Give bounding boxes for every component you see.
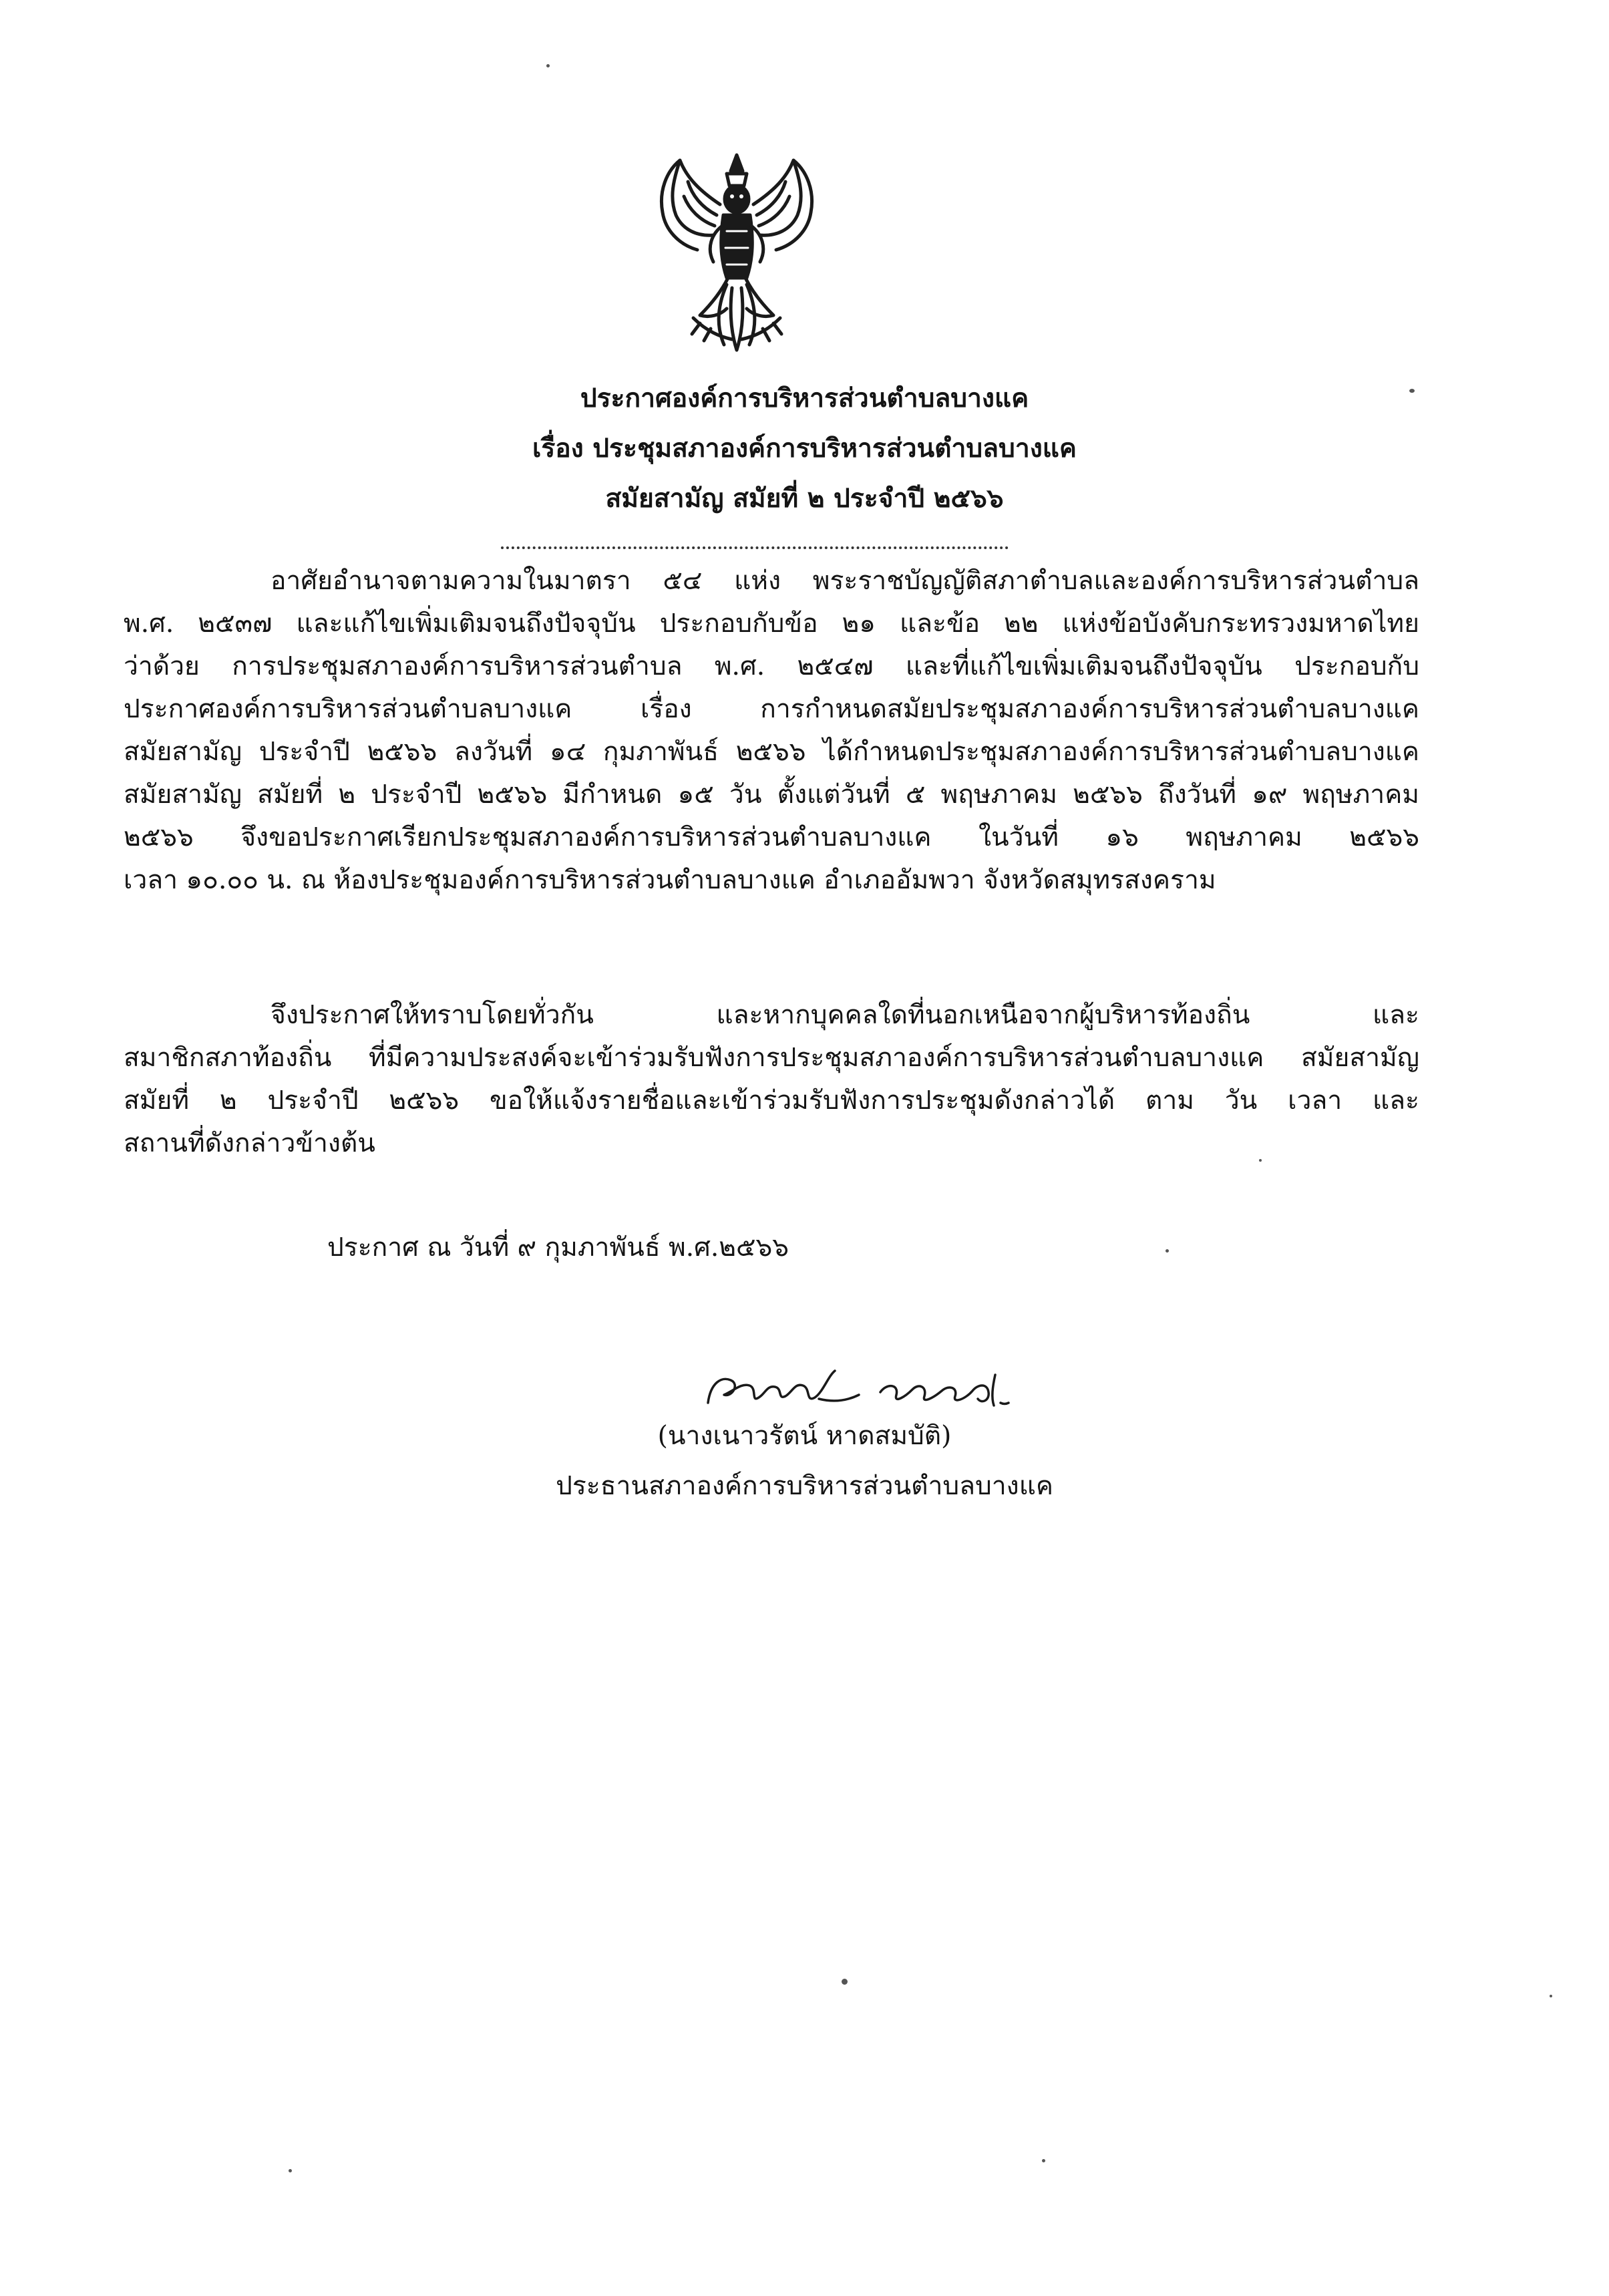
paragraph-1-line: ๒๕๖๖ จึงขอประกาศเรียกประชุมสภาองค์การบริหารส่วนตำบลบางแค ในวันที่ ๑๖ พฤษภาคม ๒๕๖๖ [124,822,1419,852]
signatory-position: ประธานสภาองค์การบริหารส่วนตำบลบางแค [556,1471,1053,1501]
paragraph-2-line: จึงประกาศให้ทราบโดยทั่วกัน และหากบุคคลใดที่นอกเหนือจากผู้บริหารท้องถิ่น และ [271,1000,1419,1030]
paragraph-1-line: พ.ศ. ๒๕๓๗ และแก้ไขเพิ่มเติมจนถึงปัจจุบัน ประกอบกับข้อ ๒๑ และข้อ ๒๒ แห่งข้อบังคับกระทรวงมหาดไทย [124,609,1419,639]
announcement-date: ประกาศ ณ วันที่ ๙ กุมภาพันธ์ พ.ศ.๒๕๖๖ [327,1233,789,1263]
signatory-name: (นางเนาวรัตน์ หาดสมบัติ) [657,1421,952,1451]
paragraph-1-line: อาศัยอำนาจตามความในมาตรา ๕๔ แห่ง พระราชบัญญัติสภาตำบลและองค์การบริหารส่วนตำบล [271,566,1419,596]
paragraph-1-line: เวลา ๑๐.๐๐ น. ณ ห้องประชุมองค์การบริหารส่วนตำบลบางแค อำเภออัมพวา จังหวัดสมุทรสงคราม [124,865,1216,895]
scan-speck [1409,389,1415,393]
announcement-subject: เรื่อง ประชุมสภาองค์การบริหารส่วนตำบลบางแค [532,433,1077,464]
paragraph-2-line: สมาชิกสภาท้องถิ่น ที่มีความประสงค์จะเข้าร่วมรับฟังการประชุมสภาองค์การบริหารส่วนตำบลบางแค สมัยสามัญ [124,1043,1419,1073]
announcement-session: สมัยสามัญ สมัยที่ ๒ ประจำปี ๒๕๖๖ [605,483,1004,514]
announcement-title: ประกาศองค์การบริหารส่วนตำบลบางแค [580,383,1029,414]
paragraph-2-line: สถานที่ดังกล่าวข้างต้น [124,1128,375,1158]
scan-speck [546,64,550,67]
handwritten-signature [701,1356,1049,1423]
paragraph-1-line: สมัยสามัญ สมัยที่ ๒ ประจำปี ๒๕๖๖ มีกำหนด ๑๕ วัน ตั้งแต่วันที่ ๕ พฤษภาคม ๒๕๖๖ ถึงวันที่ ๑๙ พฤษภาคม [124,780,1419,810]
scan-speck [1259,1159,1262,1162]
paragraph-2 [124,994,1419,1165]
scan-speck [842,1979,848,1985]
dotted-divider [501,546,1009,549]
paragraph-1-line: ว่าด้วย การประชุมสภาองค์การบริหารส่วนตำบล พ.ศ. ๒๕๔๗ และที่แก้ไขเพิ่มเติมจนถึงปัจจุบัน ประกอบกับ [124,651,1419,681]
scan-speck [1166,1249,1169,1253]
scan-speck [1042,2159,1045,2162]
paragraph-1 [124,560,1419,902]
scan-speck [289,2169,292,2172]
scan-speck [1550,1995,1552,1997]
paragraph-1-line: ประกาศองค์การบริหารส่วนตำบลบางแค เรื่อง การกำหนดสมัยประชุมสภาองค์การบริหารส่วนตำบลบางแค [124,694,1419,724]
paragraph-1-line: สมัยสามัญ ประจำปี ๒๕๖๖ ลงวันที่ ๑๔ กุมภาพันธ์ ๒๕๖๖ ได้กำหนดประชุมสภาองค์การบริหารส่วนตำบลบางแค [124,737,1419,767]
paragraph-2-line: สมัยที่ ๒ ประจำปี ๒๕๖๖ ขอให้แจ้งรายชื่อและเข้าร่วมรับฟังการประชุมดังกล่าวได้ ตาม วัน เวลา และ [124,1086,1419,1116]
garuda-emblem-icon [653,151,820,355]
